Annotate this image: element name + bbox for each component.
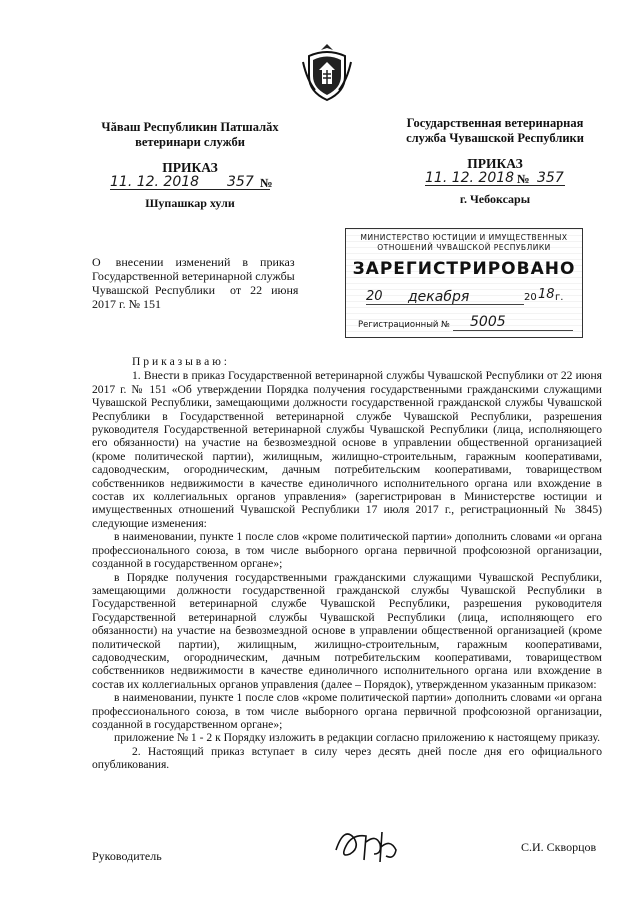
right-org-line2: служба Чувашской Республики — [406, 131, 584, 145]
right-date-underline — [425, 185, 565, 186]
left-city: Шупашкар хули — [145, 196, 235, 210]
order-subject — [92, 255, 328, 311]
stamp-ministry-line1: МИНИСТЕРСТВО ЮСТИЦИИ И ИМУЩЕСТВЕННЫХ — [360, 233, 568, 242]
subject-line-1: О внесении изменений в приказ — [92, 255, 295, 269]
body-paragraph-2: в наименовании, пункте 1 после слов «кроме политической партии» дополнить словами «и органа профессионального союза, в том числе выборного органа первичной профсоюзной организации, созданной в государственном органе»; — [92, 530, 602, 571]
stamp-reg-label: Регистрационный № — [358, 320, 450, 330]
coat-of-arms-emblem — [299, 40, 355, 102]
stamp-date-underline — [366, 304, 524, 305]
right-org-name — [375, 116, 615, 146]
stamp-ministry-line2: ОТНОШЕНИЙ ЧУВАШСКОЙ РЕСПУБЛИКИ — [377, 243, 551, 252]
handwritten-signature — [330, 820, 410, 868]
body-paragraph-6: 2. Настоящий приказ вступает в силу через десять дней после дня его официального опубликования. — [92, 744, 602, 772]
left-number-handwritten: 357 — [227, 174, 254, 190]
right-city: г. Чебоксары — [459, 192, 531, 206]
right-order-date-number — [425, 170, 585, 188]
stamp-registered-label: ЗАРЕГИСТРИРОВАНО — [352, 259, 576, 279]
right-date-handwritten: 11. 12. 2018 — [425, 170, 515, 186]
right-order-title: ПРИКАЗ — [467, 156, 523, 171]
left-date-handwritten: 11. 12. 2018 — [110, 174, 200, 190]
subject-line-2: Государственной ветеринарной службы — [92, 269, 295, 283]
right-number-sign: № — [517, 172, 530, 186]
stamp-date-row — [366, 289, 566, 307]
subject-line-4: 2017 г. № 151 — [92, 297, 162, 311]
stamp-day-handwritten: 20 — [366, 289, 383, 304]
left-date-underline — [110, 189, 270, 190]
left-order-date-number — [110, 174, 290, 192]
left-org-name — [90, 120, 290, 150]
right-org-line1: Государственная ветеринарная — [406, 116, 584, 130]
left-number-sign: № — [260, 176, 273, 190]
subject-line-3: Чувашской Республики от 22 июня — [92, 283, 299, 297]
stamp-reg-row — [358, 314, 573, 333]
stamp-reg-number-handwritten: 5005 — [470, 314, 506, 330]
registration-stamp — [345, 228, 583, 338]
body-intro: П р и к а з ы в а ю : — [132, 355, 228, 368]
body-paragraph-1: 1. Внести в приказ Государственной ветеринарной службы Чувашской Республики от 22 июня 2017 г. № 151 «Об утверждении Порядка получения государственными гражданскими служащими Чувашской Республики, замещающими должности государственной гражданской службы Чувашской Республики в Государственной ветеринарной службе Чувашской Республики, разрешения руководителя Государственной ветеринарной службы Чувашской Республики (лица, исполняющего его обязанности) на участие на безвозмездной основе в управлении общественной организацией (кроме политической партии), жилищным, жилищно-строительным, гаражным кооперативами, садоводческим, огородническим, дачным потребительским кооперативами, товариществом собственников недвижимости в качестве единоличного исполнительного органа или вхождение в состав их коллегиальных органов управления» (зарегистрирован в Министерстве юстиции и имущественных отношений Чувашской Республики 17 июля 2017 г., регистрационный № 3845) следующие изменения: — [92, 369, 602, 530]
stamp-year-handwritten: 18 — [538, 287, 555, 302]
stamp-year-prefix: 20 — [524, 292, 537, 303]
stamp-month-handwritten: декабря — [408, 289, 470, 305]
stamp-year-suffix: г. — [555, 292, 564, 303]
left-org-line2: ветеринари служби — [135, 135, 245, 149]
signature-position: Руководитель — [92, 849, 162, 863]
order-body — [92, 355, 602, 772]
left-org-line1: Чăваш Республикин Патшалăх — [101, 120, 279, 134]
left-order-title: ПРИКАЗ — [162, 160, 218, 175]
right-number-handwritten: 357 — [537, 170, 564, 186]
body-paragraph-3: в Порядке получения государственными гражданскими служащими Чувашской Республики, замещающими должности государственной гражданской службы Чувашской Республики в Государственной ветеринарной службе Чувашской Республики, разрешения руководителя Государственной ветеринарной службы Чувашской Республики (лица, исполняющего его обязанности) на участие на безвозмездной основе в управлении общественной организацией (кроме политической партии), жилищным, жилищно-строительным, гаражным кооперативами, садоводческим, огородническим, дачным потребительским кооперативами, товариществом собственников недвижимости в качестве единоличного исполнительного органа или вхождение в состав их коллегиальных органов управления (далее – Порядок), утвержденном указанным приказом: — [92, 570, 602, 691]
body-paragraph-4: в наименовании, пункте 1 после слов «кроме политической партии» дополнить словами «и органа профессионального союза, в том числе выборного органа первичной профсоюзной организации, созданной в государственном органе»; — [92, 691, 602, 731]
signature-name: С.И. Скворцов — [521, 840, 597, 854]
body-paragraph-5: приложение № 1 - 2 к Порядку изложить в редакции согласно приложению к настоящему приказу. — [114, 731, 601, 745]
stamp-reg-underline — [453, 330, 573, 331]
